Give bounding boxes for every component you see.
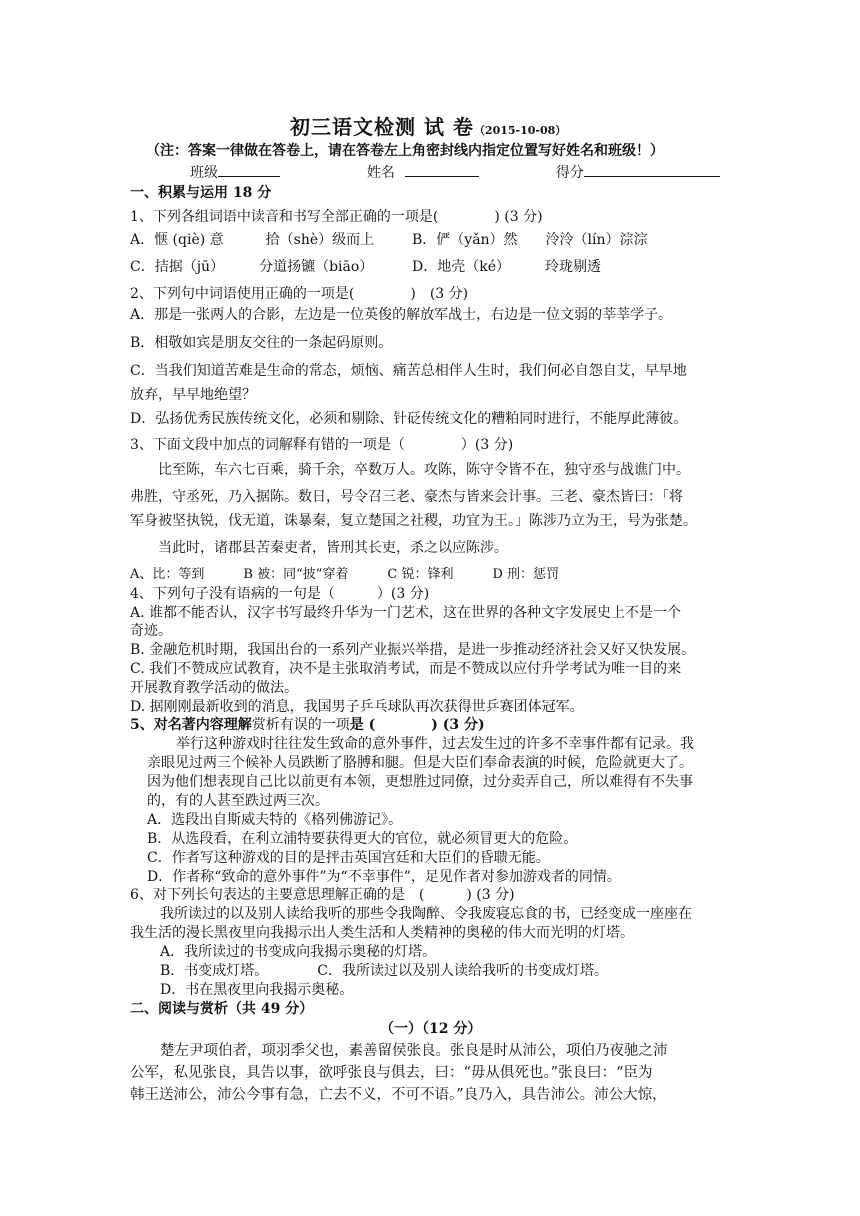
q6-option-bc: B．书变成灯塔。 C．我所读过以及别人读给我听的书变成灯塔。	[160, 963, 608, 979]
class-label: 班级	[190, 165, 218, 181]
section1-heading: 一、积累与运用 18 分	[130, 185, 272, 201]
score-label: 得分	[555, 165, 584, 181]
q5-stem-mid: 赏析有误的一项	[251, 717, 350, 733]
q2-option-c: C．当我们知道苦难是生命的常态，烦恼、痛苦总相伴人生时，我们何必自怨自艾，早早地	[130, 363, 687, 379]
q4-option-d: D. 据刚刚最新收到的消息，我国男子乒乓球队再次获得世乒赛团体冠军。	[130, 699, 584, 715]
q5-option-a: A．选段出自斯威夫特的《格列佛游记》。	[147, 812, 403, 828]
q5-option-b: B．从选段看，在利立浦特要获得更大的官位，就必须冒更大的危险。	[147, 831, 578, 847]
q5-option-c: C．作者写这种游戏的目的是抨击英国宫廷和大臣们的昏聩无能。	[147, 850, 550, 866]
q5-option-d: D．作者称“致命的意外事件”为“不幸事件”，足见作者对参加游戏者的同情。	[147, 869, 621, 885]
q5-passage-line: 因为他们想表现自己比以前更有本领，更想胜过同僚，过分卖弄自己，所以难得有不失事	[147, 774, 693, 790]
q5-passage-line: 亲眼见过两三个候补人员跌断了胳膊和腿。但是大臣们奉命表演的时候，危险就更大了。	[147, 755, 693, 771]
q3-passage-line: 弗胜，守丞死，乃入据陈。数日，号令召三老、豪杰与皆来会计事。三老、豪杰皆曰：「将	[130, 489, 683, 505]
q5-passage-line: 的，有的人甚至跌过两三次。	[147, 793, 329, 809]
section2-passage-line: 韩王送沛公，沛公今事有急，亡去不义，不可不语。”良乃入，具告沛公。沛公大惊，	[130, 1087, 667, 1103]
q1-option-b: B．俨（yǎn）然 泠泠（lín）淙淙	[412, 232, 648, 248]
q4-option-c: C. 我们不赞成应试教育，决不是主张取消考试，而是不赞成以应付升学考试为唯一目的来	[130, 661, 682, 677]
q5-stem	[130, 716, 485, 734]
q1-option-c: C．拮据（jū） 分道扬镳（biāo）	[130, 259, 374, 275]
class-blank[interactable]	[218, 162, 280, 177]
q4-option-b: B. 金融危机时期，我国出台的一系列产业振兴举措，是进一步推动经济社会又好又快发展。	[130, 642, 696, 658]
q3-options: A、比：等到 B 被：同“披”穿着 C 锐：锋利 D 刑：惩罚	[130, 567, 560, 582]
q6-passage-line: 我所读过的以及别人读给我听的那些令我陶醉、令我废寝忘食的书，已经变成一座座在	[160, 906, 692, 922]
q3-stem: 3、下面文段中加点的词解释有错的一项是（ ）(3 分)	[130, 437, 514, 453]
q5-stem-bold: 5、对名著内容理解	[130, 717, 252, 733]
exam-date: （2015-10-08）	[473, 124, 567, 137]
q2-option-d: D．弘扬优秀民族传统文化，必须和剔除、针砭传统文化的糟粕同时进行，不能厚此薄彼。	[130, 411, 688, 427]
section2-heading: 二、阅读与赏析（共 49 分）	[130, 1001, 314, 1017]
student-info-line	[190, 162, 720, 182]
q2-option-c-cont: 放弃，早早地绝望？	[130, 387, 256, 403]
q6-passage-line: 我生活的漫长黑夜里向我揭示出人类生活和人类精神的奥秘的伟大而光明的灯塔。	[130, 925, 634, 941]
q4-option-a-cont: 奇迹。	[130, 623, 172, 639]
name-label: 姓名	[366, 165, 395, 181]
q4-stem: 4、下列句子没有语病的一句是（ ）(3 分)	[130, 586, 430, 602]
section2-passage-line: 公军，私见张良，具告以事，欲呼张良与俱去，曰：“毋从俱死也。”张良曰：“臣为	[130, 1065, 653, 1081]
score-blank[interactable]	[584, 162, 720, 177]
exam-title: 初三语文检测 试 卷	[290, 115, 474, 139]
section2-subheading: （一）（12 分）	[380, 1021, 482, 1037]
q4-option-a: A. 谁都不能否认，汉字书写最终升华为一门艺术，这在世界的各种文字发展史上不是一个	[130, 605, 682, 621]
q2-option-a: A．那是一张两人的合影，左边是一位英俊的解放军战士，右边是一位文弱的莘莘学子。	[130, 307, 673, 323]
q3-passage-line: 军身被坚执锐，伐无道，诛暴秦，复立楚国之社稷，功宜为王。」陈涉乃立为王，号为张楚。	[130, 513, 697, 529]
name-blank[interactable]	[405, 162, 479, 177]
q5-passage-line: 举行这种游戏时往往发生致命的意外事件，过去发生过的许多不幸事件都有记录。我	[176, 736, 694, 752]
q2-option-b: B．相敬如宾是朋友交往的一条起码原则。	[130, 335, 393, 351]
exam-title-line	[290, 114, 566, 144]
q6-option-d: D．书在黑夜里向我揭示奥秘。	[160, 982, 354, 998]
q1-option-a: A．惬 (qiè) 意 拾（shè）级而上	[130, 232, 375, 248]
q5-stem-end: 是 ( ) (3 分)	[349, 717, 485, 733]
q2-stem: 2、下列句中词语使用正确的一项是( ) (3 分)	[130, 286, 469, 302]
q1-stem: 1、下列各组词语中读音和书写全部正确的一项是( ) (3 分)	[130, 209, 543, 225]
exam-note: （注：答案一律做在答卷上，请在答卷左上角密封线内指定位置写好姓名和班级！）	[146, 143, 664, 159]
q1-option-d: D．地壳（ké） 玲珑剔透	[412, 259, 601, 275]
q3-passage-line: 当此时，诸郡县苦秦吏者，皆刑其长吏，杀之以应陈涉。	[158, 540, 508, 556]
q6-option-a: A．我所读过的书变成向我揭示奥秘的灯塔。	[160, 944, 437, 960]
q4-option-c-cont: 开展教育教学活动的做法。	[130, 680, 298, 696]
q3-passage-line: 比至陈，车六七百乘，骑千余，卒数万人。攻陈，陈守令皆不在，独守丞与战谯门中。	[158, 462, 690, 478]
section2-passage-line: 楚左尹项伯者，项羽季父也，素善留侯张良。张良是时从沛公，项伯乃夜驰之沛	[160, 1043, 668, 1059]
q6-stem: 6、对下列长句表达的主要意思理解正确的是 ( ) (3 分)	[130, 887, 515, 903]
